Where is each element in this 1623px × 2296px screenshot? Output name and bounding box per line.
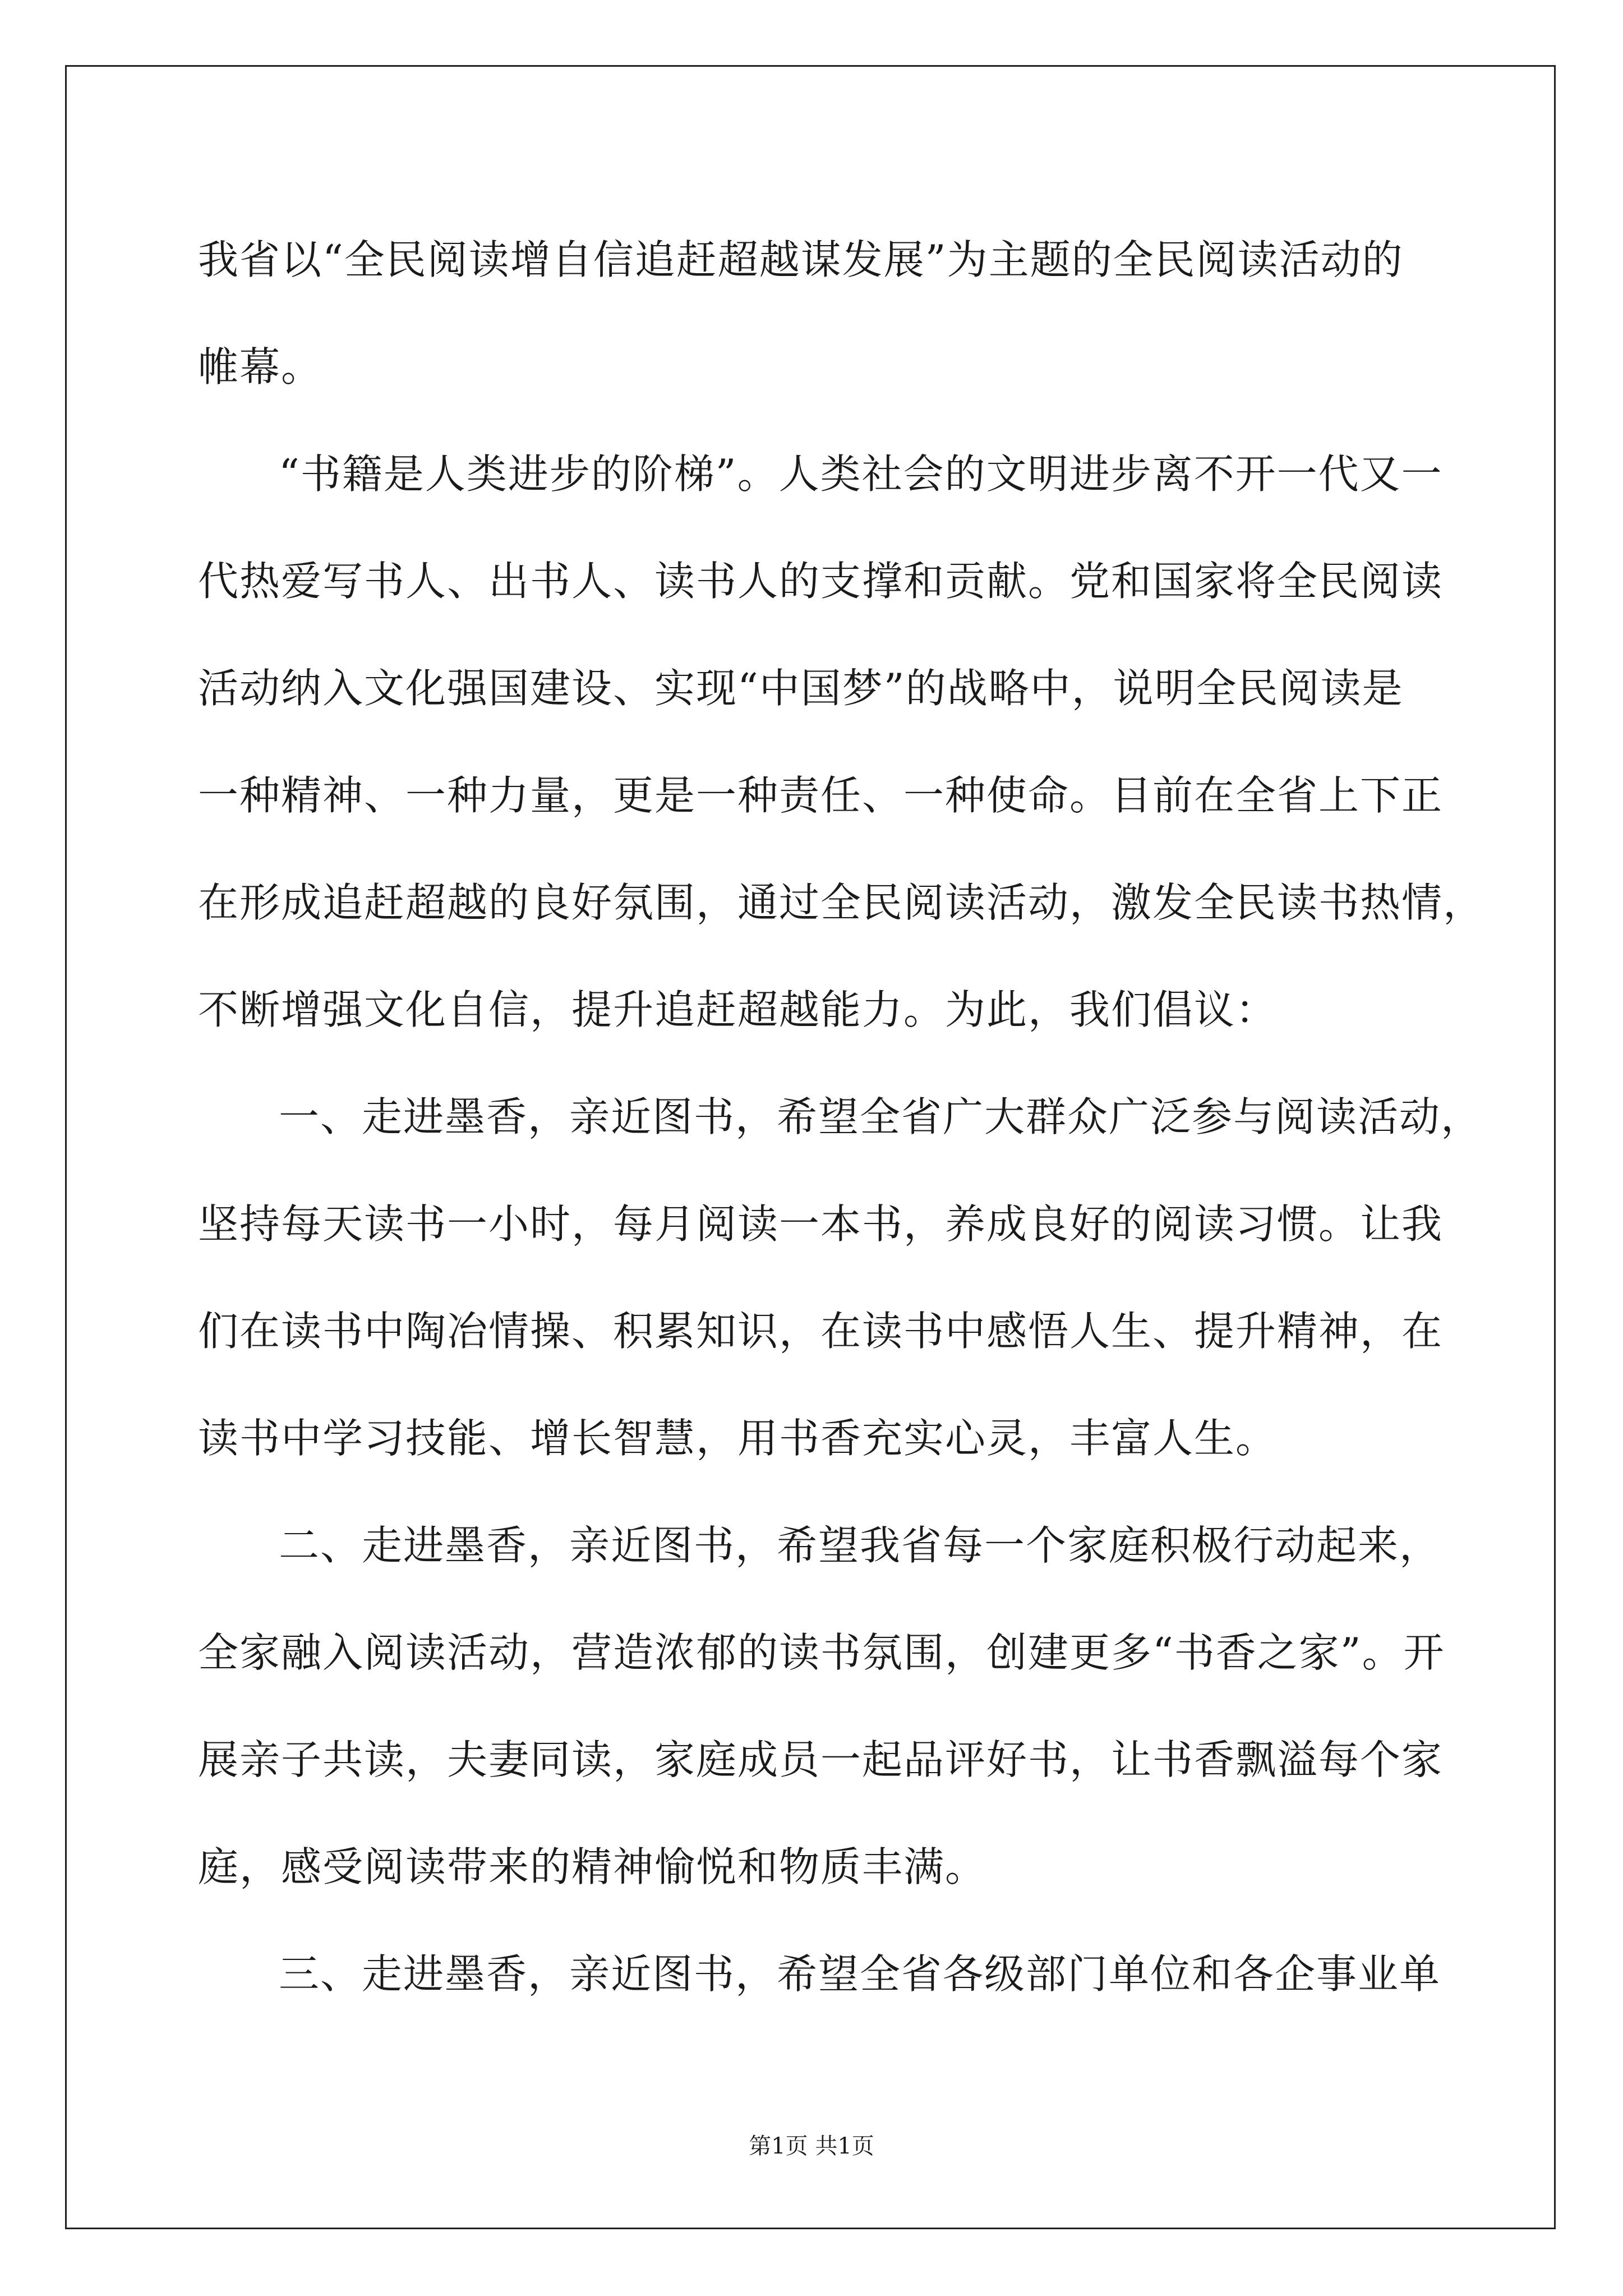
text-line: 展亲子共读，夫妻同读，家庭成员一起品评好书，让书香飘溢每个家 — [198, 1736, 1444, 1783]
text-line: 全家融入阅读活动，营造浓郁的读书氛围，创建更多“书香之家”。开 — [198, 1629, 1445, 1676]
text-line: 活动纳入文化强国建设、实现“中国梦”的战略中，说明全民阅读是 — [198, 665, 1404, 712]
text-line: 二、走进墨香，亲近图书，希望我省每一个家庭积极行动起来， — [279, 1522, 1441, 1569]
text-line: 坚持每天读书一小时，每月阅读一本书，养成良好的阅读习惯。让我 — [198, 1200, 1444, 1248]
text-line: 读书中学习技能、增长智慧，用书香充实心灵，丰富人生。 — [198, 1415, 1278, 1462]
text-line: 们在读书中陶冶情操、积累知识，在读书中感悟人生、提升精神，在 — [198, 1308, 1444, 1355]
document-body — [198, 206, 1485, 2028]
page-number-footer: 第1页 共1页 — [749, 2133, 874, 2159]
text-line: “书籍是人类进步的阶梯”。人类社会的文明进步离不开一代又一 — [279, 450, 1443, 498]
text-line: 庭，感受阅读带来的精神愉悦和物质丰满。 — [198, 1843, 987, 1890]
text-line: 帷幕。 — [198, 343, 323, 390]
text-line: 三、走进墨香，亲近图书，希望全省各级部门单位和各企事业单 — [279, 1950, 1441, 1998]
text-line: 一种精神、一种力量，更是一种责任、一种使命。目前在全省上下正 — [198, 772, 1444, 819]
text-line: 不断增强文化自信，提升追赶超越能力。为此，我们倡议： — [198, 986, 1278, 1033]
text-line: 代热爱写书人、出书人、读书人的支撑和贡献。党和国家将全民阅读 — [198, 558, 1444, 605]
text-line: 我省以“全民阅读增自信追赶超越谋发展”为主题的全民阅读活动的 — [198, 236, 1404, 283]
text-line: 一、走进墨香，亲近图书，希望全省广大群众广泛参与阅读活动， — [279, 1093, 1483, 1140]
text-line: 在形成追赶超越的良好氛围，通过全民阅读活动，激发全民读书热情， — [198, 879, 1485, 926]
